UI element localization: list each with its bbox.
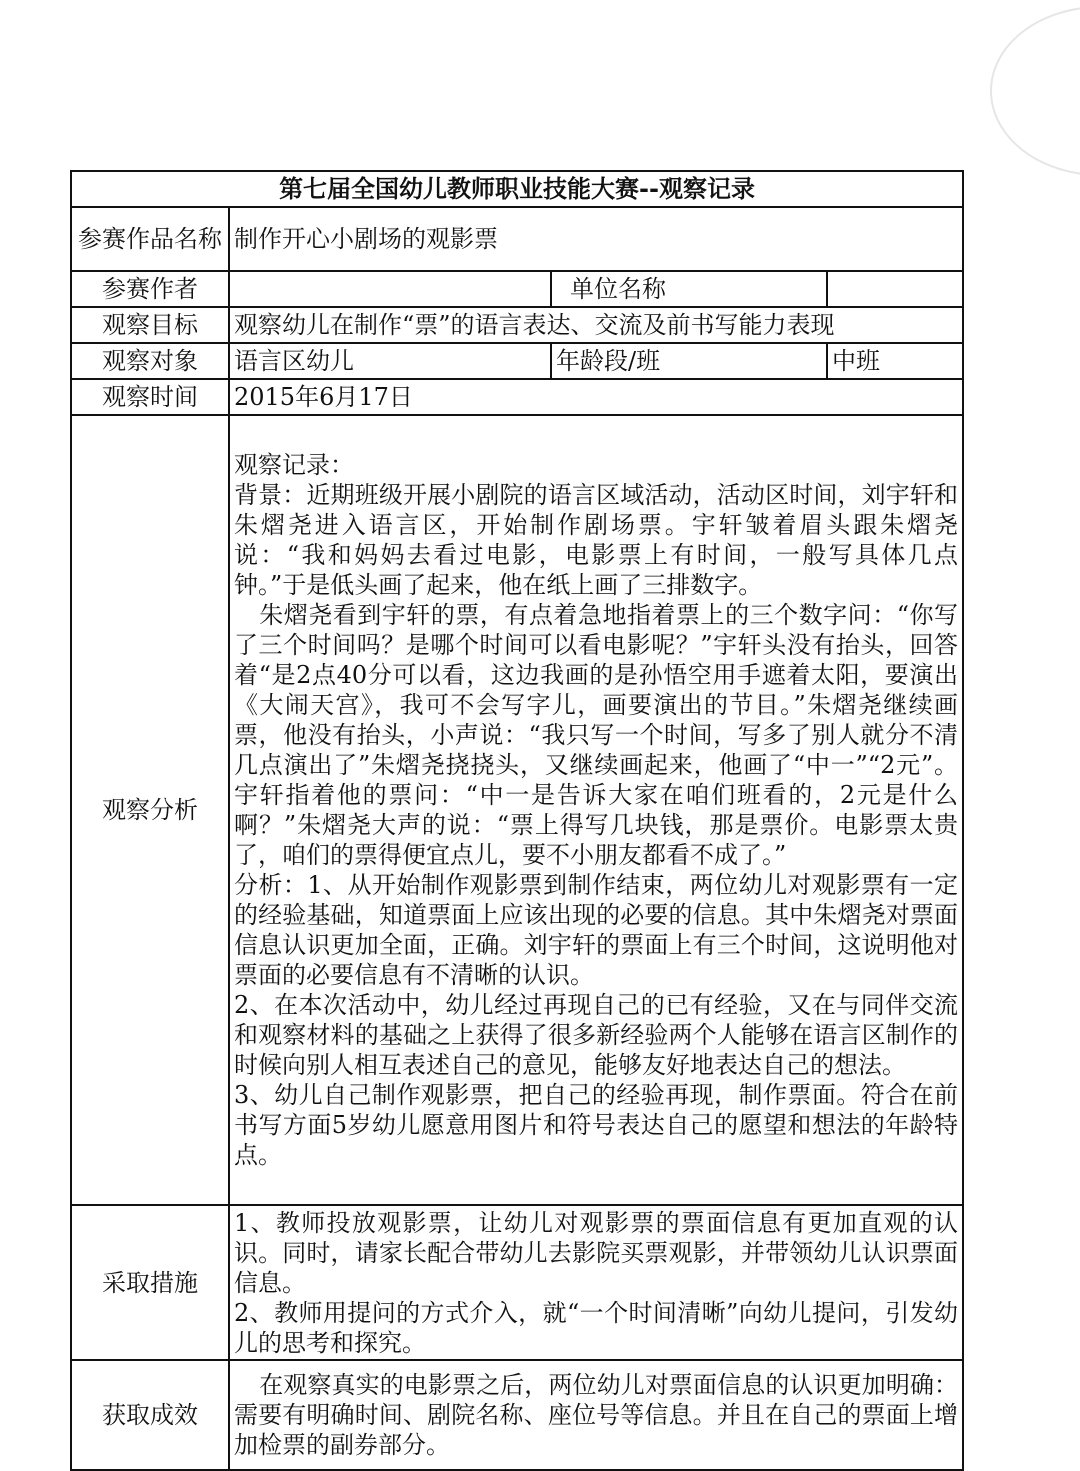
measures-content	[229, 1205, 963, 1360]
work-name-label: 参赛作品名称	[71, 207, 229, 271]
analysis-paragraph: 观察记录：	[234, 451, 354, 479]
analysis-paragraph: 3、幼儿自己制作观影票，把自己的经验再现，制作票面。符合在前书写方面5岁幼儿愿意用图片和符号表达自己的愿望和想法的年龄特点。	[234, 1081, 959, 1169]
analysis-paragraph: 背景：近期班级开展小剧院的语言区域活动，活动区时间，刘宇轩和朱熠尧进入语言区，开始制作剧场票。宇轩皱着眉头跟朱熠尧说：“我和妈妈去看过电影，电影票上有时间，一般写具体几点钟。”于是低头画了起来，他在纸上画了三排数字。	[234, 481, 959, 599]
goal-label: 观察目标	[71, 307, 229, 343]
analysis-label: 观察分析	[71, 415, 229, 1205]
author-value	[229, 271, 551, 307]
measures-paragraph: 1、教师投放观影票，让幼儿对观影票的票面信息有更加直观的认识。同时，请家长配合带幼儿去影院买票观影，并带领幼儿认识票面信息。	[234, 1208, 959, 1297]
analysis-paragraph: 分析：1、从开始制作观影票到制作结束，两位幼儿对观影票有一定的经验基础，知道票面上应该出现的必要的信息。其中朱熠尧对票面信息认识更加全面，正确。刘宇轩的票面上有三个时间，这说明他对票面的必要信息有不清晰的认识。	[234, 871, 959, 989]
unit-label: 单位名称	[551, 271, 827, 307]
measures-paragraph: 2、教师用提问的方式介入，就“一个时间清晰”向幼儿提问，引发幼儿的思考和探究。	[234, 1298, 959, 1357]
analysis-paragraph: 2、在本次活动中，幼儿经过再现自己的已有经验，又在与同伴交流和观察材料的基础之上获得了很多新经验两个人能够在语言区制作的时候向别人相互表述自己的意见，能够友好地表达自己的想法。	[234, 991, 959, 1079]
results-paragraph: 在观察真实的电影票之后，两位幼儿对票面信息的认识更加明确：需要有明确时间、剧院名称、座位号等信息。并且在自己的票面上增加检票的副券部分。	[234, 1371, 959, 1459]
results-label: 获取成效	[71, 1360, 229, 1470]
measures-label: 采取措施	[71, 1205, 229, 1360]
work-name-value: 制作开心小剧场的观影票	[229, 207, 963, 271]
unit-value	[827, 271, 963, 307]
analysis-paragraph: 朱熠尧看到宇轩的票，有点着急地指着票上的三个数字问：“你写了三个时间吗？是哪个时间可以看电影呢？”宇轩头没有抬头，回答着“是2点40分可以看，这边我画的是孙悟空用手遮着太阳，要演出《大闹天宫》，我可不会写字儿，画要演出的节目。”朱熠尧继续画票，他没有抬头，小声说：“我只写一个时间，写多了别人就分不清几点演出了”朱熠尧挠挠头，又继续画起来，他画了“中一”“2元”。宇轩指着他的票问：“中一是告诉大家在咱们班看的，2元是什么啊？”朱熠尧大声的说：“票上得写几块钱，那是票价。电影票太贵了，咱们的票得便宜点儿，要不小朋友都看不成了。”	[234, 601, 959, 869]
author-label: 参赛作者	[71, 271, 229, 307]
record-title: 第七届全国幼儿教师职业技能大赛--观察记录	[71, 171, 963, 207]
subject-label: 观察对象	[71, 343, 229, 379]
age-label: 年龄段/班	[551, 343, 827, 379]
observation-record-table	[70, 170, 964, 1471]
time-label: 观察时间	[71, 379, 229, 415]
results-content	[229, 1360, 963, 1470]
age-value: 中班	[827, 343, 963, 379]
decorative-circle	[990, 6, 1080, 176]
time-value: 2015年6月17日	[229, 379, 963, 415]
goal-value: 观察幼儿在制作“票”的语言表达、交流及前书写能力表现	[229, 307, 963, 343]
analysis-content	[229, 415, 963, 1205]
subject-value: 语言区幼儿	[229, 343, 551, 379]
